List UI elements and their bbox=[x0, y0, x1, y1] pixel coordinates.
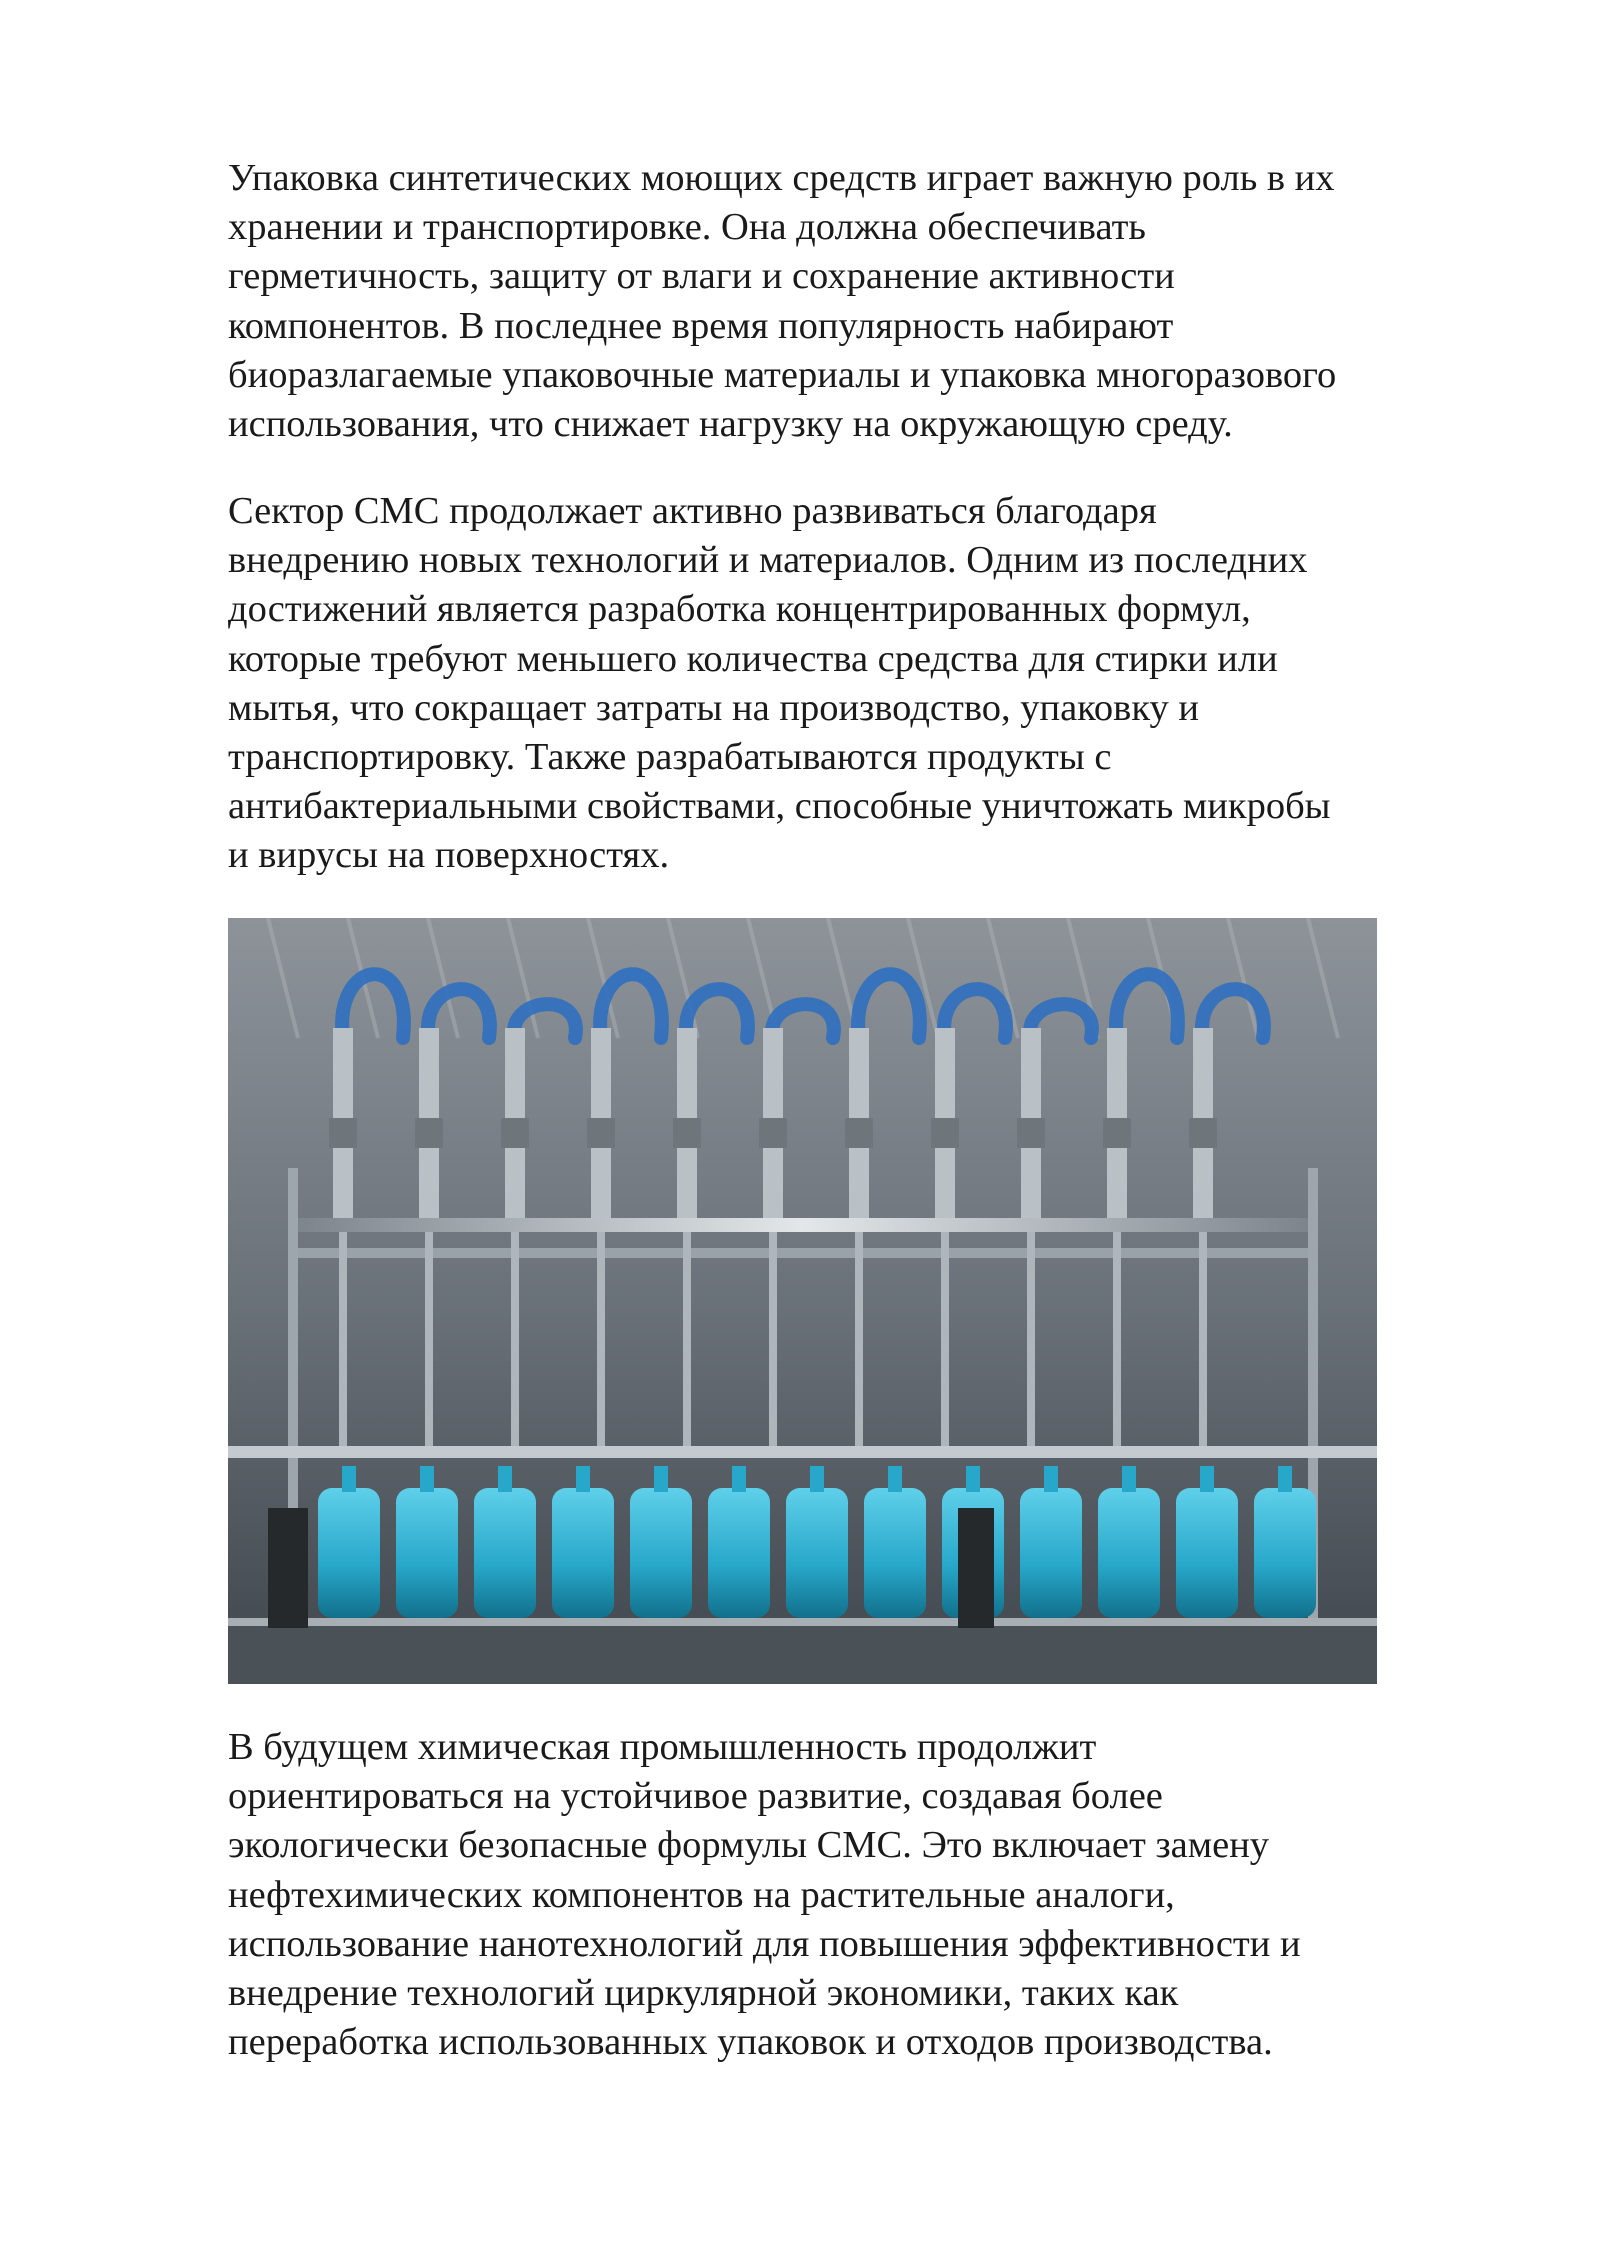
paragraph-future bbox=[228, 1723, 1528, 2067]
text-line: использование нанотехнологий для повышения эффективности и bbox=[228, 1922, 1301, 1965]
text-line: хранении и транспортировке. Она должна обеспечивать bbox=[228, 206, 1146, 249]
text-line: компонентов. В последнее время популярность набирают bbox=[228, 304, 1174, 347]
paragraph-packaging bbox=[228, 154, 1528, 449]
text-line: экологически безопасные формулы СМС. Это включает замену bbox=[228, 1824, 1270, 1867]
text-line: антибактериальными свойствами, способные уничтожать микробы bbox=[228, 785, 1331, 828]
text-line: переработка использованных упаковок и отходов производства. bbox=[228, 2021, 1273, 2064]
text-line: ориентироваться на устойчивое развитие, создавая более bbox=[228, 1775, 1163, 1818]
text-line: мытья, что сокращает затраты на производство, упаковку и bbox=[228, 686, 1199, 729]
text-line: и вирусы на поверхностях. bbox=[228, 834, 670, 877]
filling-machine-photo-icon bbox=[228, 918, 1377, 1684]
text-line: нефтехимических компонентов на растительные аналоги, bbox=[228, 1873, 1175, 1916]
text-line: внедрению новых технологий и материалов. Одним из последних bbox=[228, 539, 1308, 582]
text-line: Упаковка синтетических моющих средств играет важную роль в их bbox=[228, 157, 1335, 199]
text-line: транспортировку. Также разрабатываются продукты с bbox=[228, 736, 1112, 779]
text-line: герметичность, защиту от влаги и сохранение активности bbox=[228, 255, 1175, 298]
text-line: В будущем химическая промышленность продолжит bbox=[228, 1726, 1097, 1768]
text-line: биоразлагаемые упаковочные материалы и упаковка многоразового bbox=[228, 353, 1337, 396]
text-line: которые требуют меньшего количества средства для стирки или bbox=[228, 637, 1278, 680]
filling-machine-photo bbox=[228, 918, 1377, 1684]
text-line: внедрение технологий циркулярной экономики, таких как bbox=[228, 1972, 1179, 2015]
text-line: достижений является разработка концентрированных формул, bbox=[228, 588, 1251, 631]
text-line: использования, что снижает нагрузку на окружающую среду. bbox=[228, 403, 1233, 446]
text-line: Сектор СМС продолжает активно развиваться благодаря bbox=[228, 490, 1157, 532]
paragraph-sms-sector bbox=[228, 487, 1528, 881]
